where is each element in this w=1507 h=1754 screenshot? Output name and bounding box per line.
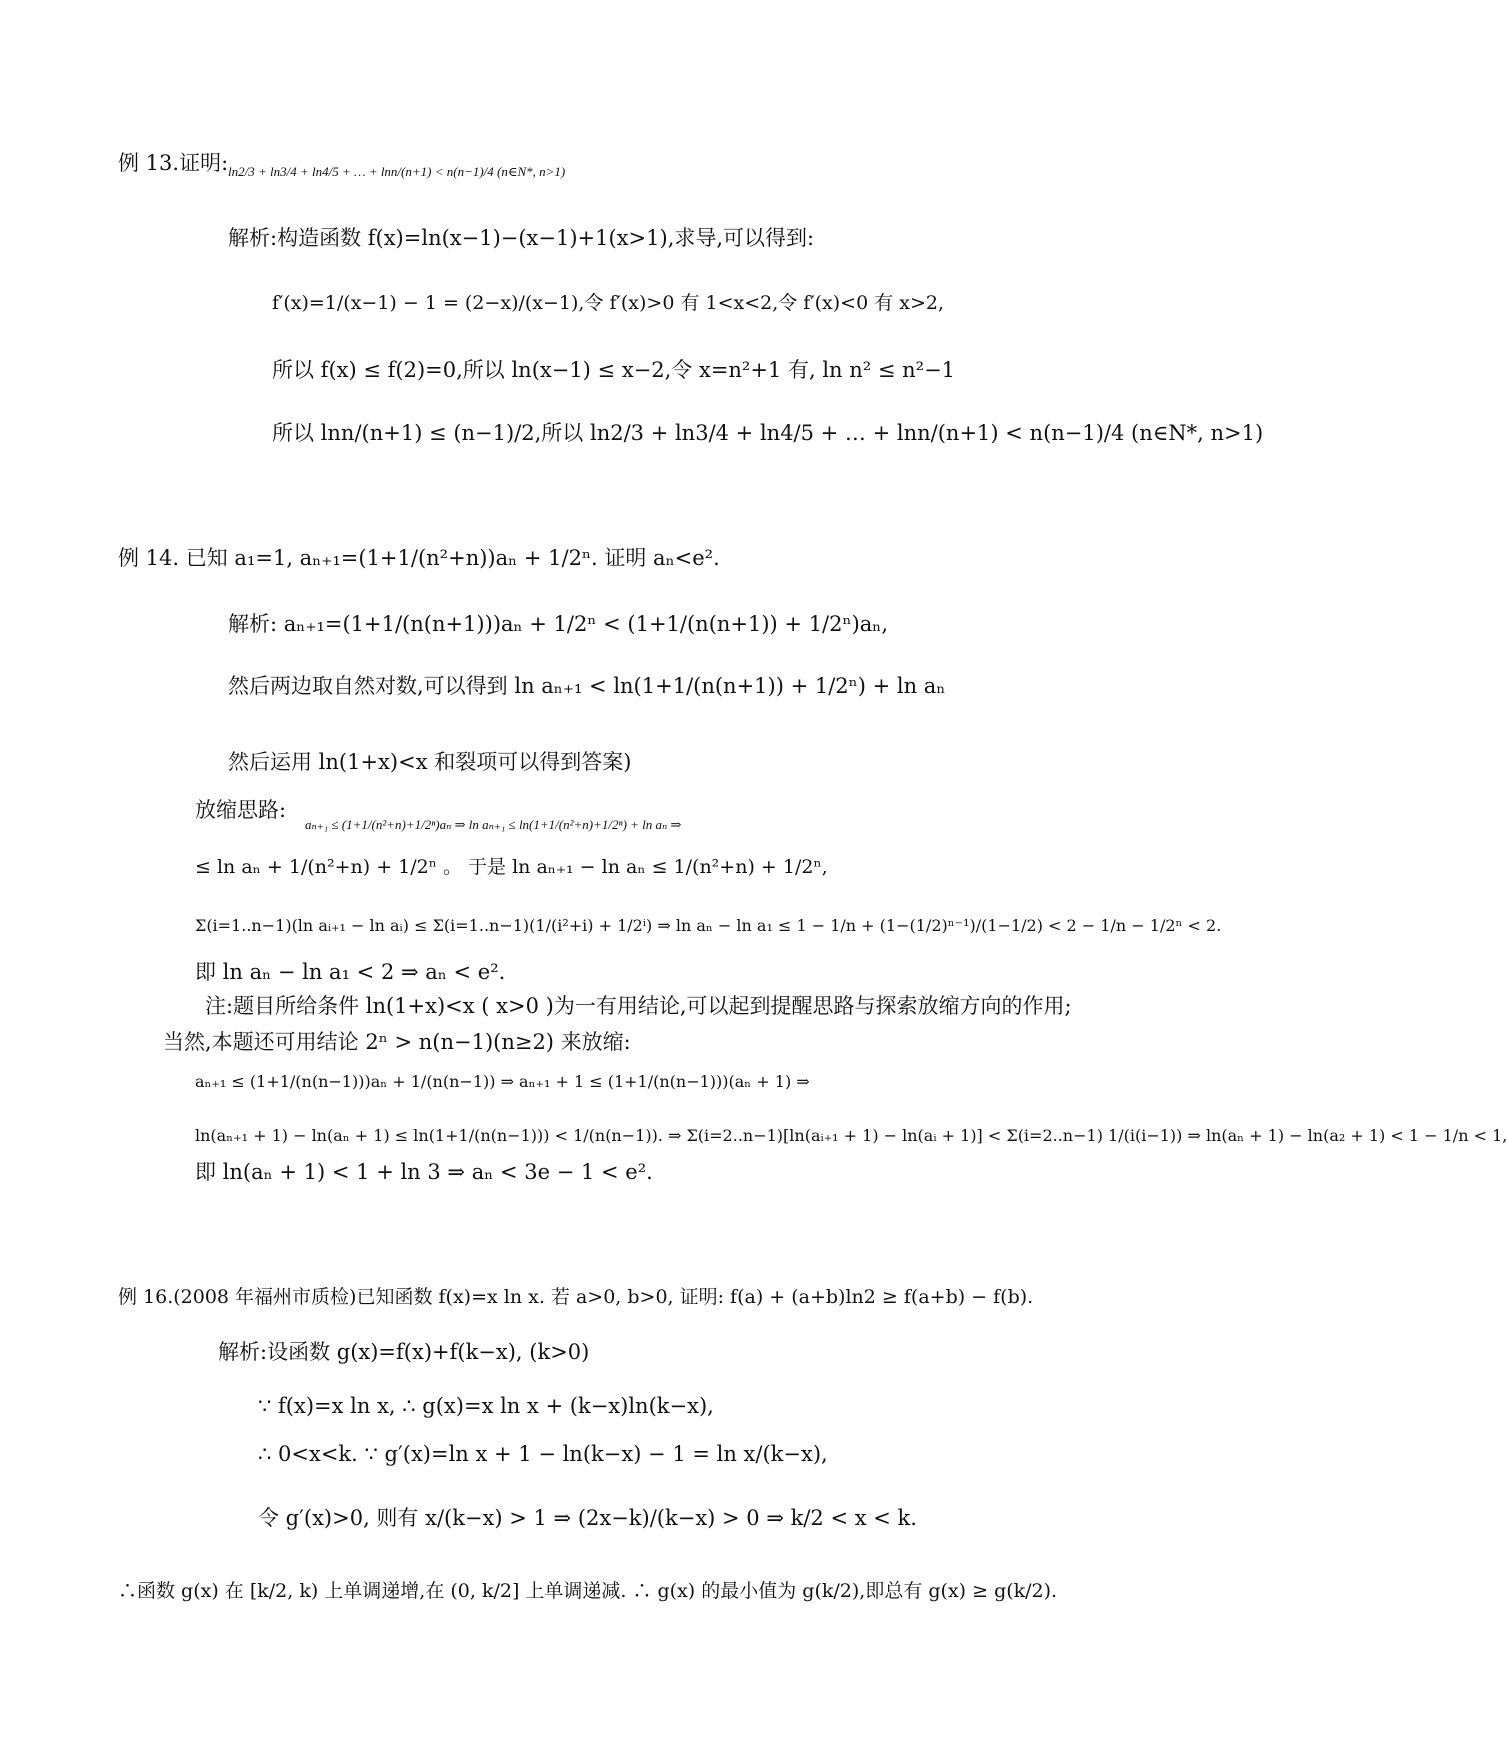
ex14-conclusion — [195, 962, 505, 983]
ex14-title-text: 例 14. 已知 a₁=1, aₙ₊₁=(1+1/(n²+n))aₙ + 1/2ⁿ. 证明 aₙ<e². — [118, 546, 720, 570]
ex14-idea2 — [195, 858, 828, 877]
ex14-idea3 — [195, 918, 1221, 934]
ex16-title-text: 例 16.(2008 年福州市质检)已知函数 f(x)=x ln x. 若 a>0, b>0, 证明: f(a) + (a+b)ln2 ≥ f(a+b) − f(b). — [118, 1286, 1034, 1308]
ex16-line2-text: ∴ 0<x<k. ∵ g′(x)=ln x + 1 − ln(k−x) − 1 = ln x/(k−x), — [258, 1442, 828, 1466]
ex14-note2 — [163, 1032, 631, 1053]
ex14-conclusion-text: 即 ln aₙ − ln a₁ < 2 ⇒ aₙ < e². — [195, 960, 506, 984]
ex14-idea-label — [195, 800, 286, 821]
ex14-note1 — [205, 996, 1072, 1017]
ex16-line4-text: ∴函数 g(x) 在 [k/2, k) 上单调递增,在 (0, k/2] 上单调递减. ∴ g(x) 的最小值为 g(k/2),即总有 g(x) ≥ g(k/2). — [118, 1580, 1058, 1602]
ex13-claim — [228, 165, 565, 178]
ex14-alt3 — [195, 1162, 653, 1183]
ex16-analysis — [218, 1342, 589, 1363]
ex13-step2 — [272, 423, 1263, 444]
ex13-step1-text: 所以 f(x) ≤ f(2)=0,所以 ln(x−1) ≤ x−2,令 x=n²+1 有, ln n² ≤ n²−1 — [272, 358, 956, 382]
ex14-idea-label-text: 放缩思路: — [195, 798, 287, 822]
ex14-note2-text: 当然,本题还可用结论 2ⁿ > n(n−1)(n≥2) 来放缩: — [163, 1030, 631, 1054]
ex16-title — [118, 1288, 1033, 1307]
ex13-step2-text: 所以 lnn/(n+1) ≤ (n−1)/2,所以 ln2/3 + ln3/4 + ln4/5 + … + lnn/(n+1) < n(n−1)/4 (n∈N*, n>1) — [272, 421, 1264, 445]
ex14-use-text: 然后运用 ln(1+x)<x 和裂项可以得到答案) — [228, 750, 632, 774]
ex16-line3-text: 令 g′(x)>0, 则有 x/(k−x) > 1 ⇒ (2x−k)/(k−x) > 0 ⇒ k/2 < x < k. — [258, 1506, 917, 1530]
ex14-analysis-text: 解析: aₙ₊₁=(1+1/(n(n+1)))aₙ + 1/2ⁿ < (1+1/(n(n+1)) + 1/2ⁿ)aₙ, — [228, 612, 889, 636]
ex14-alt2-text: ln(aₙ₊₁ + 1) − ln(aₙ + 1) ≤ ln(1+1/(n(n−1))) < 1/(n(n−1)). ⇒ Σ(i=2..n−1)[ln(aᵢ₊₁ + 1) − ln(aᵢ + 1)] < Σ(i=2..n−1) 1/(i(i−1)) ⇒ ln(aₙ + 1) − ln(a₂ + 1) < 1 − 1/n < 1, — [195, 1126, 1507, 1145]
ex14-note1-text: 注:题目所给条件 ln(1+x)<x ( x>0 )为一有用结论,可以起到提醒思路与探索放缩方向的作用; — [205, 994, 1072, 1018]
ex14-title — [118, 548, 720, 569]
ex16-line1 — [258, 1396, 714, 1417]
ex14-analysis — [228, 614, 888, 635]
ex13-derivative-text: f′(x)=1/(x−1) − 1 = (2−x)/(x−1),令 f′(x)>0 有 1<x<2,令 f′(x)<0 有 x>2, — [272, 292, 945, 314]
ex14-alt1-text: aₙ₊₁ ≤ (1+1/(n(n−1)))aₙ + 1/(n(n−1)) ⇒ aₙ₊₁ + 1 ≤ (1+1/(n(n−1)))(aₙ + 1) ⇒ — [195, 1072, 810, 1091]
ex13-derivative — [272, 294, 944, 313]
ex13-analysis — [228, 228, 814, 249]
ex16-line3 — [258, 1508, 917, 1529]
ex16-line2 — [258, 1444, 828, 1465]
ex14-use — [228, 752, 631, 773]
ex14-alt1 — [195, 1074, 810, 1090]
ex16-line4 — [118, 1582, 1057, 1601]
ex14-idea3-text: Σ(i=1..n−1)(ln aᵢ₊₁ − ln aᵢ) ≤ Σ(i=1..n−1)(1/(i²+i) + 1/2ⁱ) ⇒ ln aₙ − ln a₁ ≤ 1 − 1/n + (1−(1/2)ⁿ⁻¹)/(1−1/2) < 2 − 1/n − 1/2ⁿ < 2. — [195, 916, 1222, 935]
ex13-title-text: 例 13.证明: — [118, 151, 229, 175]
ex14-idea1 — [305, 818, 681, 831]
ex13-title — [118, 153, 228, 174]
ex16-analysis-text: 解析:设函数 g(x)=f(x)+f(k−x), (k>0) — [218, 1340, 590, 1364]
ex13-step1 — [272, 360, 955, 381]
ex14-alt3-text: 即 ln(aₙ + 1) < 1 + ln 3 ⇒ aₙ < 3e − 1 < e². — [195, 1160, 653, 1184]
ex14-idea1-text: aₙ₊₁ ≤ (1+1/(n²+n)+1/2ⁿ)aₙ ⇒ ln aₙ₊₁ ≤ ln(1+1/(n²+n)+1/2ⁿ) + ln aₙ ⇒ — [305, 817, 682, 832]
ex14-log-text: 然后两边取自然对数,可以得到 ln aₙ₊₁ < ln(1+1/(n(n+1)) + 1/2ⁿ) + ln aₙ — [228, 674, 946, 698]
ex14-alt2 — [195, 1128, 1507, 1144]
ex13-analysis-text: 解析:构造函数 f(x)=ln(x−1)−(x−1)+1(x>1),求导,可以得到: — [228, 226, 815, 250]
ex13-claim-text: ln2/3 + ln3/4 + ln4/5 + … + lnn/(n+1) < n(n−1)/4 (n∈N*, n>1) — [228, 164, 566, 179]
ex14-idea2-text: ≤ ln aₙ + 1/(n²+n) + 1/2ⁿ 。 于是 ln aₙ₊₁ − ln aₙ ≤ 1/(n²+n) + 1/2ⁿ, — [195, 856, 828, 878]
ex16-line1-text: ∵ f(x)=x ln x, ∴ g(x)=x ln x + (k−x)ln(k−x), — [258, 1394, 714, 1418]
ex14-log — [228, 676, 945, 697]
